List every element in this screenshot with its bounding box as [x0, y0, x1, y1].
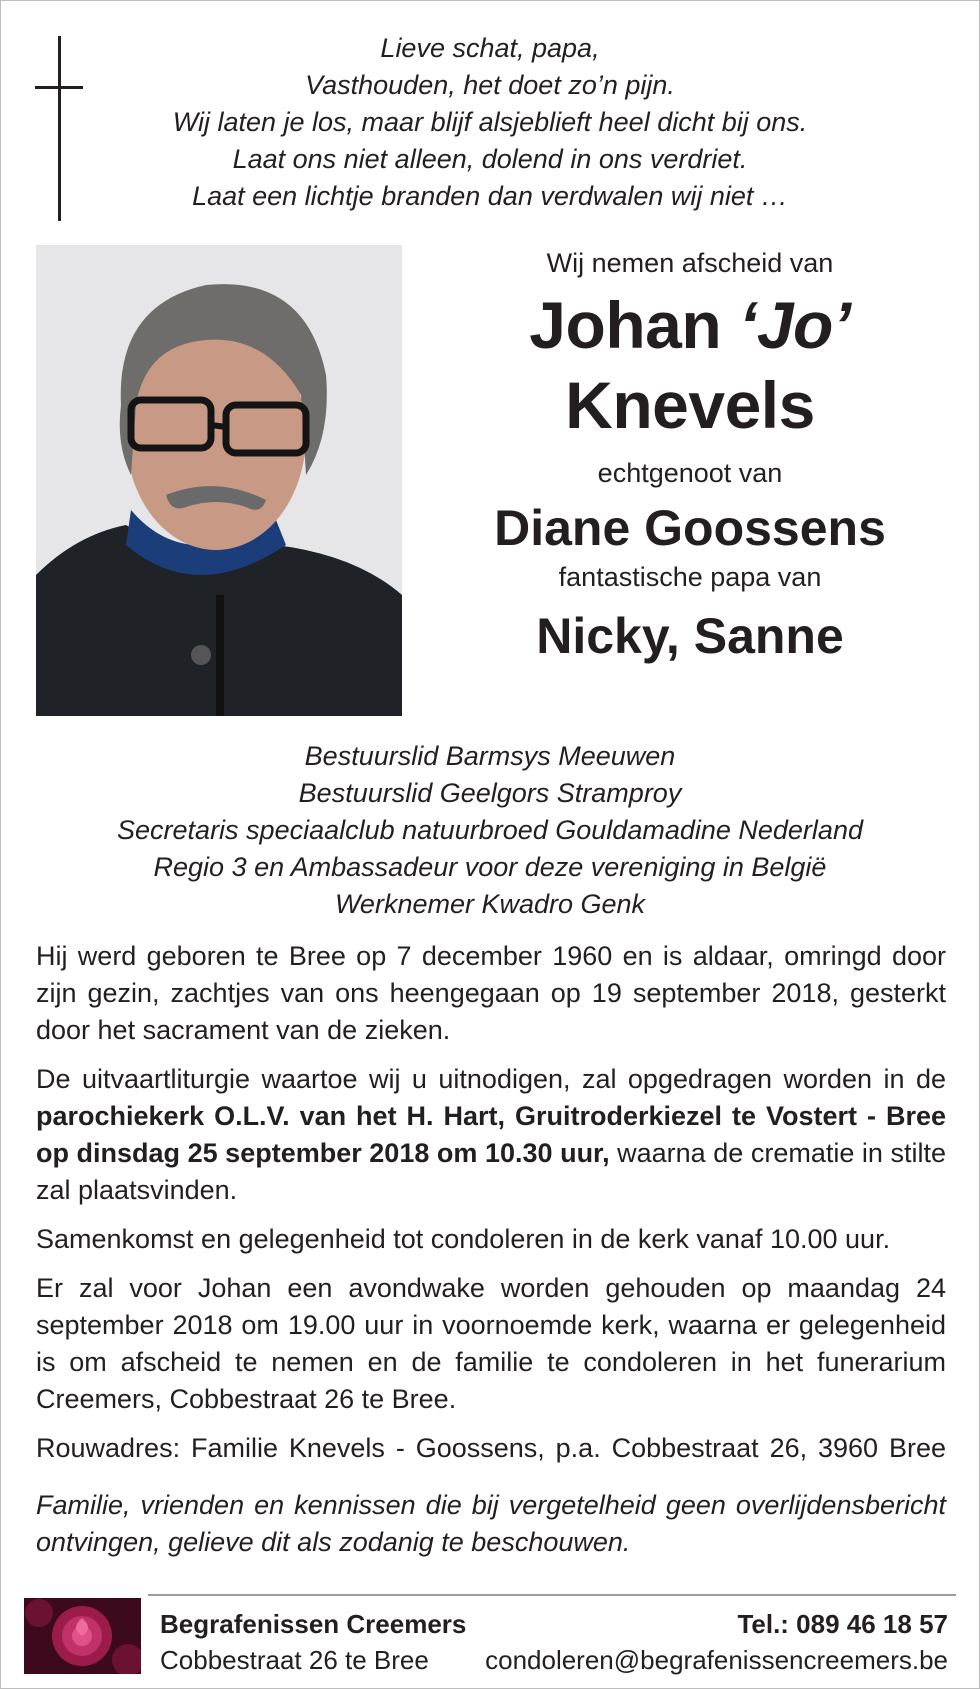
spouse-name: Diane Goossens	[494, 500, 886, 556]
phone-number: Tel.: 089 46 18 57	[737, 1609, 948, 1639]
poem-line: Wij laten je los, maar blijf alsjeblieft heel dicht bij ons.	[172, 107, 808, 137]
children-names: Nicky, Sanne	[536, 608, 844, 664]
role-line: Werknemer Kwadro Genk	[334, 889, 646, 919]
funeral-text-start: De uitvaartliturgie waartoe wij u uitnodigen, zal opgedragen worden in de	[36, 1064, 946, 1094]
rose-image	[24, 1598, 141, 1674]
company-name: Begrafenissen Creemers	[160, 1609, 467, 1639]
portrait-photo	[36, 245, 402, 716]
poem-line: Laat ons niet alleen, dolend in ons verdriet.	[232, 144, 748, 174]
intro-text: Wij nemen afscheid van	[546, 248, 834, 278]
poem-line: Vasthouden, het doet zo’n pijn.	[305, 70, 675, 100]
mourning-address: Rouwadres: Familie Knevels - Goossens, p.a. Cobbestraat 26, 3960 Bree	[36, 1433, 946, 1463]
role-line: Regio 3 en Ambassadeur voor deze vereniging in België	[153, 852, 827, 882]
funeral-text-end: waarna de crematie in stilte zal plaatsvinden.	[36, 1138, 946, 1205]
role-line: Bestuurslid Geelgors Stramproy	[298, 778, 682, 808]
spouse-intro: echtgenoot van	[597, 458, 783, 488]
deceased-name-line1	[430, 285, 950, 365]
role-line: Bestuurslid Barmsys Meeuwen	[304, 741, 676, 771]
first-name: Johan	[529, 288, 722, 362]
company-address: Cobbestraat 26 te Bree	[160, 1645, 429, 1675]
closing-note: Familie, vrienden en kennissen die bij vergetelheid geen overlijdensbericht ontvingen, gelieve dit als zodanig te beschouwen.	[36, 1490, 946, 1557]
funeral-home-info	[160, 1606, 466, 1678]
birth-paragraph: Hij werd geboren te Bree op 7 december 1960 en is aldaar, omringd door zijn gezin, zachtjes van ons heengegaan op 19 september 2018, gesterkt door het sacrament van de zieken.	[36, 941, 946, 1045]
nickname: ‘Jo’	[739, 288, 851, 362]
wake-paragraph: Er zal voor Johan een avondwake worden gehouden op maandag 24 september 2018 om 19.00 uur in voornoemde kerk, waarna er gelegenheid is om afscheid te nemen en de familie te condoleren in het funerarium Creemers, Cobbestraat 26 te Bree.	[36, 1273, 946, 1414]
funeral-home-contact	[485, 1606, 948, 1678]
poem-line: Lieve schat, papa,	[380, 33, 600, 63]
cross-icon-bar	[35, 86, 83, 89]
deceased-header	[430, 245, 950, 669]
email-address[interactable]: condoleren@begrafenissencreemers.be	[485, 1645, 948, 1675]
children-intro: fantastische papa van	[558, 562, 822, 592]
footer-divider	[148, 1594, 956, 1596]
poem	[100, 30, 880, 215]
cross-icon	[58, 36, 61, 221]
poem-line: Laat een lichtje branden dan verdwalen wij niet …	[192, 181, 788, 211]
role-line: Secretaris speciaalclub natuurbroed Gouldamadine Nederland	[117, 815, 863, 845]
funeral-location: parochiekerk O.L.V. van het H. Hart, Gruitroderkiezel te Vostert - Bree op dinsdag 25 september 2018 om 10.30 uur,	[36, 1101, 946, 1168]
funeral-paragraph	[36, 1061, 946, 1209]
condolence-paragraph: Samenkomst en gelegenheid tot condoleren in de kerk vanaf 10.00 uur.	[36, 1224, 891, 1254]
last-name: Knevels	[565, 368, 815, 442]
notice-body	[36, 938, 946, 1573]
roles-list	[40, 738, 940, 923]
